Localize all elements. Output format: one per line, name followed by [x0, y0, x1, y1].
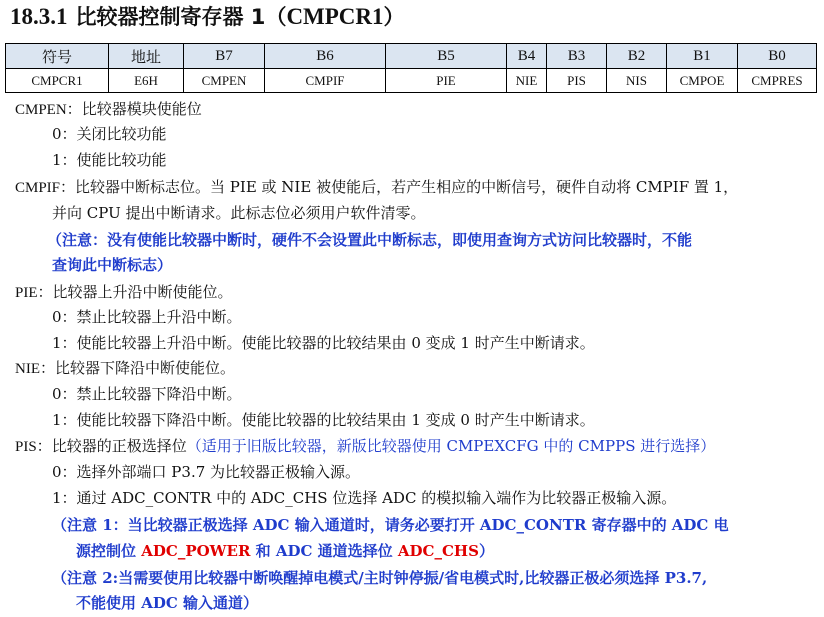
nie-text: 比较器下降沿中断使能位。	[55, 359, 236, 377]
nie-option-1: 1：使能比较器下降沿中断。使能比较器的比较结果由 1 变成 0 时产生中断请求。	[52, 411, 595, 429]
pis-note-2-line-2: 不能使用 ADC 输入通道）	[76, 594, 259, 612]
register-table	[5, 43, 817, 93]
pis-note-1-line-2	[76, 540, 494, 562]
pie-option-1: 1：使能比较器上升沿中断。使能比较器的比较结果由 0 变成 1 时产生中断请求。	[52, 334, 595, 352]
header-cell: B7	[184, 44, 265, 69]
cmpif-label: CMPIF：	[15, 180, 76, 196]
section-title-cn: 比较器控制寄存器 1	[75, 5, 266, 29]
cmpif-desc	[15, 176, 738, 199]
nie-option-0: 0：禁止比较器下降沿中断。	[52, 385, 242, 403]
cmpif-note-1: （注意：没有使能比较器中断时，硬件不会设置此中断标志，即使用查询方式访问比较器时，不能	[47, 231, 693, 249]
table-cell: CMPCR1	[6, 69, 109, 93]
pis-label: PIS：	[15, 439, 52, 455]
section-title-en: CMPCR1	[286, 4, 384, 29]
table-cell: CMPIF	[265, 69, 386, 93]
title-paren-open: （	[265, 5, 287, 29]
table-row	[6, 69, 817, 93]
pie-text: 比较器上升沿中断使能位。	[52, 283, 233, 301]
pis-note-1-line-1: （注意 1：当比较器正极选择 ADC 输入通道时，请务必要打开 ADC_CONTR 寄存器中的 ADC 电	[52, 516, 729, 534]
pis-option-0: 0：选择外部端口 P3.7 为比较器正极输入源。	[52, 463, 361, 481]
pis-note-1-text-c: ）	[478, 542, 494, 560]
header-cell: 符号	[6, 44, 109, 69]
header-cell: B3	[547, 44, 607, 69]
pie-option-0: 0：禁止比较器上升沿中断。	[52, 308, 242, 326]
cmpen-option-0: 0：关闭比较功能	[52, 125, 167, 143]
pis-note-2-line-1: （注意 2:当需要使用比较器中断唤醒掉电模式/主时钟停振/省电模式时,比较器正极必须选择 P3.7,	[52, 569, 708, 587]
cmpen-text: 比较器模块使能位	[81, 100, 202, 118]
pis-text: 比较器的正极选择位	[51, 437, 187, 455]
table-header-row	[6, 44, 817, 69]
pis-desc	[15, 435, 715, 458]
header-cell: B5	[386, 44, 507, 69]
section-title	[10, 2, 405, 32]
header-cell: B0	[738, 44, 817, 69]
header-cell: 地址	[109, 44, 184, 69]
pie-label: PIE：	[15, 285, 53, 301]
cmpif-note-2: 查询此中断标志）	[52, 256, 173, 274]
pis-desc-note: （适用于旧版比较器，新版比较器使用 CMPEXCFG 中的 CMPPS 进行选择）	[186, 437, 716, 455]
table-cell: CMPOE	[667, 69, 738, 93]
cmpen-label: CMPEN：	[15, 102, 82, 118]
pie-desc	[15, 281, 233, 304]
table-cell: NIS	[607, 69, 667, 93]
header-cell: B2	[607, 44, 667, 69]
pis-note-1-text-b: 和 ADC 通道选择位	[250, 542, 398, 560]
adc-power-bit: ADC_POWER	[141, 542, 251, 560]
pis-note-1-text-a: 源控制位	[76, 542, 142, 560]
table-cell: PIE	[386, 69, 507, 93]
pis-option-1: 1：通过 ADC_CONTR 中的 ADC_CHS 位选择 ADC 的模拟输入端作为比较器正极输入源。	[52, 489, 677, 507]
cmpen-desc	[15, 98, 202, 121]
table-cell: CMPRES	[738, 69, 817, 93]
table-cell: PIS	[547, 69, 607, 93]
section-number: 18.3.1	[10, 4, 68, 29]
header-cell: B4	[507, 44, 547, 69]
cmpen-option-1: 1：使能比较功能	[52, 151, 167, 169]
table-cell: E6H	[109, 69, 184, 93]
table-cell: CMPEN	[184, 69, 265, 93]
nie-desc	[15, 357, 235, 380]
nie-label: NIE：	[15, 361, 55, 377]
title-paren-close: ）	[383, 5, 405, 29]
adc-chs-bit: ADC_CHS	[397, 542, 479, 560]
header-cell: B6	[265, 44, 386, 69]
table-cell: NIE	[507, 69, 547, 93]
cmpif-line-1: 比较器中断标志位。当 PIE 或 NIE 被使能后，若产生相应的中断信号，硬件自动将 CMPIF 置 1，	[75, 178, 739, 196]
cmpif-line-2: 并向 CPU 提出中断请求。此标志位必须用户软件清零。	[52, 204, 426, 222]
header-cell: B1	[667, 44, 738, 69]
